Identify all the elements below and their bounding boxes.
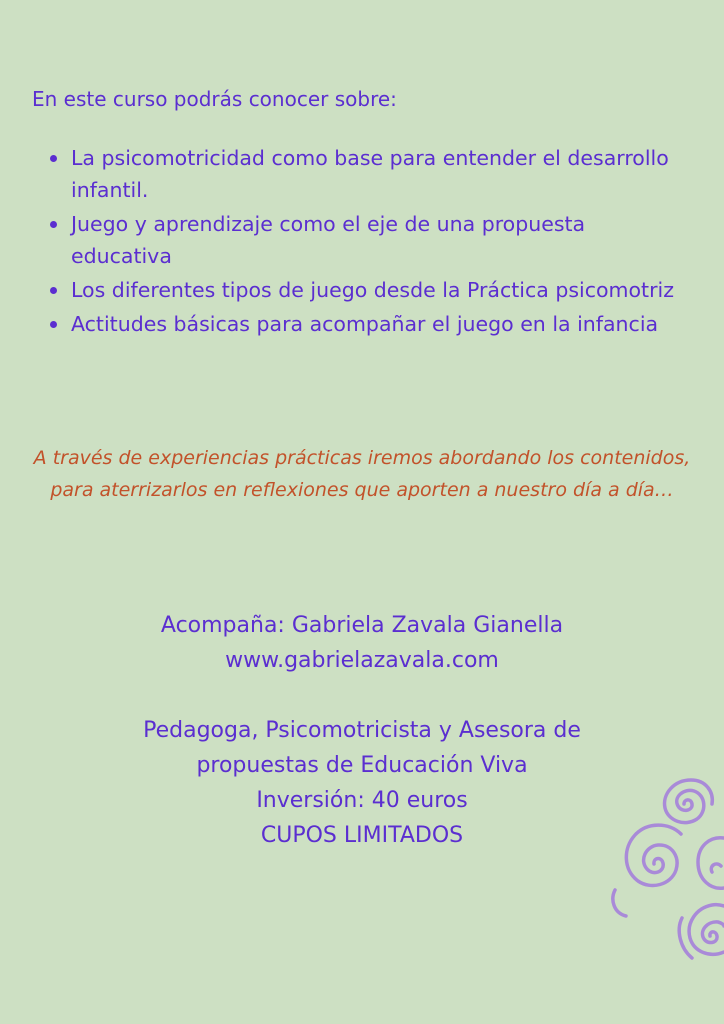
guide-name: Acompaña: Gabriela Zavala Gianella (160, 613, 564, 638)
topic-item: Juego y aprendizaje como el eje de una propuesta educativa (50, 208, 690, 272)
topic-item: La psicomotricidad como base para entender el desarrollo infantil. (50, 142, 690, 206)
profile-title-line1: Pedagoga, Psicomotricista y Asesora de (143, 718, 581, 743)
highlight-quote: A través de experiencias prácticas iremos abordando los contenidos, para aterrizarlos en reflexiones que aporten a nuestro día a día… (33, 447, 691, 501)
topic-item: Actitudes básicas para acompañar el juego en la infancia (50, 308, 690, 340)
profile-block (40, 713, 684, 853)
spiral-swirls-icon (606, 768, 724, 964)
price-text: Inversión: 40 euros (256, 788, 468, 813)
limited-spots-text: CUPOS LIMITADOS (260, 823, 464, 848)
topics-list (50, 142, 690, 342)
website-link[interactable]: www.gabrielazavala.com (225, 648, 499, 673)
profile-title-line2: propuestas de Educación Viva (196, 753, 528, 778)
intro-heading: En este curso podrás conocer sobre: (32, 87, 397, 111)
topic-item: Los diferentes tipos de juego desde la Práctica psicomotriz (50, 274, 690, 306)
guide-block (40, 608, 684, 678)
